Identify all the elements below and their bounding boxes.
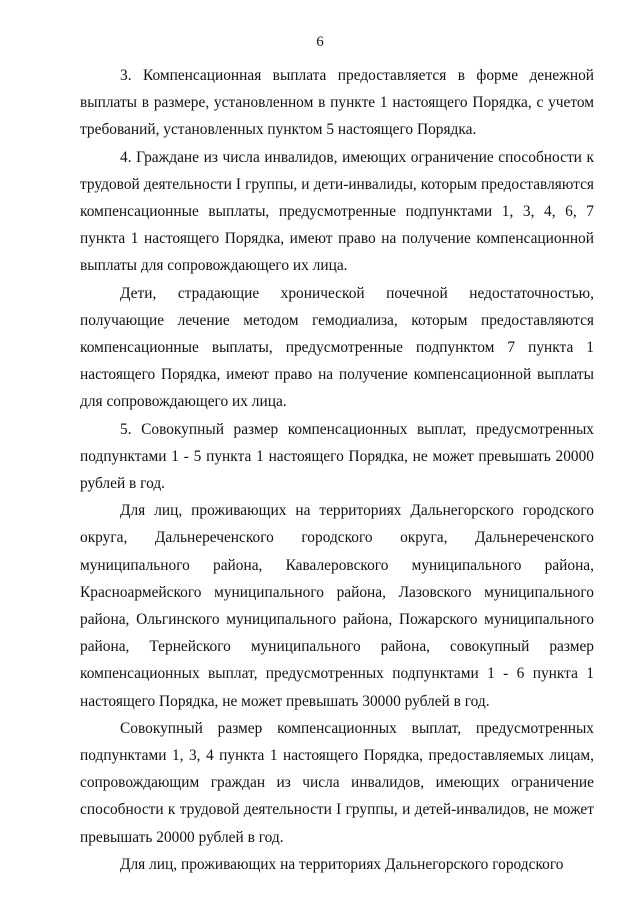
page-number: 6	[316, 34, 324, 50]
paragraph-item-4: 4. Граждане из числа инвалидов, имеющих ограничение способности к трудовой деятельности I группы, и дети-инвалиды, которым предоставляются компенсационные выплаты, предусмотренные подпунктами 1, 3, 4, 6, 7 пункта 1 настоящего Порядка, имеют право на получение компенсационной выплаты для сопровождающего их лица.	[80, 148, 594, 275]
paragraph-children-hemodialysis: Дети, страдающие хронической почечной недостаточностью, получающие лечение методом гемодиализа, которым предоставляются компенсационные выплаты, предусмотренные подпунктом 7 пункта 1 настоящего Порядка, имеют право на получение компенсационной выплаты для сопровождающего их лица.	[80, 284, 594, 411]
paragraph-continued: Для лиц, проживающих на территориях Дальнегорского городского	[120, 855, 564, 873]
paragraph-companion-limit: Совокупный размер компенсационных выплат, предусмотренных подпунктами 1, 3, 4 пункта 1 настоящего Порядка, предоставляемых лицам, сопровождающим граждан из числа инвалидов, имеющих ограничение способности к трудовой деятельности I группы, и детей-инвалидов, не может превышать 20000 рублей в год.	[80, 719, 594, 846]
paragraph-item-3: 3. Компенсационная выплата предоставляется в форме денежной выплаты в размере, установленном в пункте 1 настоящего Порядка, с учетом требований, установленных пунктом 5 настоящего Порядка.	[80, 67, 594, 139]
paragraph-item-5: 5. Совокупный размер компенсационных выплат, предусмотренных подпунктами 1 - 5 пункта 1 настоящего Порядка, не может превышать 20000 рублей в год.	[80, 420, 594, 493]
paragraph-territories-limit: Для лиц, проживающих на территориях Дальнегорского городского округа, Дальнереченского городского округа, Дальнереченского муниципального района, Кавалеровского муниципального района, Красноармейского муниципального района, Лазовского муниципального района, Ольгинского муниципального района, Пожарского муниципального района, Тернейского муниципального района, совокупный размер компенсационных выплат, предусмотренных подпунктами 1 - 6 пункта 1 настоящего Порядка, не может превышать 30000 рублей в год.	[80, 502, 594, 710]
document-body	[80, 62, 594, 878]
